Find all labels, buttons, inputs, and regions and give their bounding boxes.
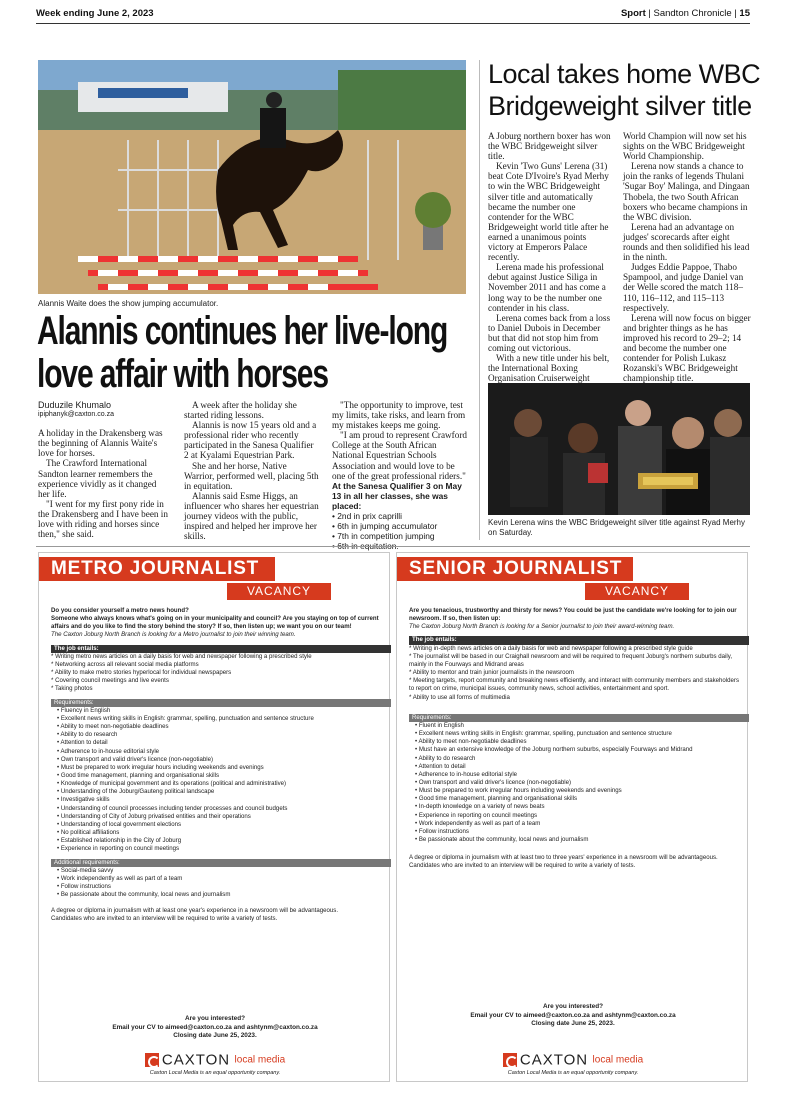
boxing-celebration-photo — [488, 383, 750, 515]
job-item: * Networking across all relevant social media platforms — [51, 660, 199, 668]
section-rule — [36, 546, 750, 547]
req-item: • In-depth knowledge on a variety of news beats — [415, 803, 545, 811]
caxton-logo-name: CAXTON — [519, 1051, 589, 1069]
req-item: • Must be prepared to work irregular hours including weekends and evenings — [415, 787, 622, 795]
add-item: • Follow instructions — [57, 883, 111, 890]
boxing-para: Kevin 'Two Guns' Lerena (31) beat Cote D'Ivoire's Ryad Merhy to win the WBC Bridgeweight silver title and automatically became the number one contender for the WBC Bridgeweight world title after he earned a unanimous points victory at Emperors Palace recently. — [488, 161, 609, 263]
boxing-para: World Champion will now set his sights on the WBC Bridgeweight World Championship. — [623, 131, 747, 162]
senior-closing-date: Closing date June 25, 2023. — [531, 1020, 615, 1027]
boxing-photo-caption: Kevin Lerena wins the WBC Bridgeweight silver title against Ryad Merhy on Saturday. — [488, 518, 746, 537]
metro-req-heading: Requirements: — [51, 699, 391, 707]
senior-closing-text1: A degree or diploma in journalism with at least two to three years' experience in a newsroom will be advantageous. — [409, 854, 718, 862]
metro-journalist-ad — [38, 552, 390, 1082]
metro-closing-text2: Candidates who are invited to an interview will be required to write a variety of tests. — [51, 915, 278, 923]
req-item: • Own transport and valid driver's licence (non-negotiable) — [415, 778, 572, 786]
horse-para: Alannis said Esme Higgs, an influencer who shares her equestrian journey videos with the public, inspired and helped her improve her skills. — [184, 490, 319, 542]
results-heading: At the Sanesa Qualifier 3 on May 13 in all her classes, she was placed: — [332, 480, 462, 511]
req-item: • Fluency in English — [57, 706, 111, 714]
job-item: * Writing metro news articles on a daily basis for web and newspaper following a prescribed style — [51, 652, 312, 660]
boxing-para: Lerena had an advantage on judges' scorecards after eight rounds and then solidified his lead in the ninth. — [623, 221, 750, 263]
metro-intro-text: The Caxton Joburg North Branch is looking for a Metro journalist to join their winning team. — [51, 631, 296, 639]
req-item: • Be passionate about the community, local news and journalism — [415, 836, 589, 844]
horse-para: A holiday in the Drakensberg was the beginning of Alannis Waite's love for horses. — [38, 428, 163, 459]
header-rule — [36, 23, 750, 24]
req-item: • Ability to do research — [57, 731, 118, 739]
horse-para: "I am proud to represent Crawford College at the South African National Equestrian Schools Association and would love to be one of the great professional riders." — [332, 430, 467, 481]
horse-headline-line2: love affair with horses — [37, 352, 328, 396]
req-item: • Excellent news writing skills in English: grammar, spelling, punctuation and sentence structure — [415, 730, 672, 738]
senior-ad-title: SENIOR JOURNALIST — [397, 557, 633, 581]
metro-email: Email your CV to aimeed@caxton.co.za and ashtynm@caxton.co.za — [112, 1023, 318, 1031]
req-item: • Investigative skills — [57, 796, 110, 804]
req-item: • Ability to do research — [415, 754, 476, 762]
req-item: • No political affiliations — [57, 829, 120, 837]
boxing-col-2 — [623, 131, 751, 383]
req-item: • Must have an extensive knowledge of the Joburg northern suburbs, especially Fourways and Midrand — [415, 746, 693, 754]
caxton-logo — [397, 1051, 749, 1076]
caxton-tagline: Caxton Local Media is an equal opportunity company. — [507, 1070, 639, 1076]
add-item: • Social-media savvy — [57, 866, 114, 874]
senior-intro-text: The Caxton Joburg North Branch is looking for a Senior journalist to join their award-winning team. — [409, 623, 675, 631]
add-item: • Be passionate about the community, local news and journalism — [57, 891, 231, 899]
result-item: • 6th in jumping accumulator — [332, 521, 438, 532]
boxing-para: Lerena will now focus on bigger and brighter things as he has improved his record to 29–2; 14 and become the number one contender for Polish Lukasz Rozanski's WBC Bridgeweight championship title. — [623, 312, 751, 384]
horse-jumping-photo — [38, 60, 466, 294]
add-item: • Work independently as well as part of a team — [57, 874, 183, 882]
senior-ad-body — [409, 607, 739, 871]
metro-job-heading: The job entails: — [51, 645, 391, 653]
req-item: • Understanding of the Joburg/Gauteng political landscape — [57, 788, 215, 796]
req-item: • Work independently as well as part of a team — [415, 819, 541, 827]
caxton-tagline: Caxton Local Media is an equal opportunity company. — [149, 1070, 281, 1076]
senior-email: Email your CV to aimeed@caxton.co.za and ashtynm@caxton.co.za — [470, 1011, 676, 1019]
req-item: • Adherence to in-house editorial style — [415, 770, 518, 778]
horse-headline-line1: Alannis continues her live-long — [37, 309, 448, 353]
metro-closing-text1: A degree or diploma in journalism with at least one year's experience in a newsroom will be advantageous. — [51, 907, 339, 915]
metro-ad-body — [51, 607, 381, 924]
metro-interested: Are you interested? — [184, 1015, 245, 1022]
caxton-logo — [39, 1051, 391, 1076]
req-item: • Ability to meet non-negotiable deadlines — [415, 738, 527, 746]
column-divider — [479, 60, 480, 540]
senior-journalist-ad — [396, 552, 748, 1082]
req-item: • Attention to detail — [415, 762, 466, 770]
metro-vacancy-label: VACANCY — [227, 583, 331, 600]
horse-photo-caption: Alannis Waite does the show jumping accumulator. — [38, 299, 219, 308]
horse-col-2 — [184, 400, 319, 541]
result-item: • 2nd in prix caprilli — [332, 511, 402, 522]
caxton-mark-icon — [503, 1053, 517, 1067]
boxing-para: Lerena now stands a chance to join the ranks of legends Thulani 'Sugar Boy' Malinga, and Dingaan Thobela, the two South African boxers who became champions in the WBC division. — [623, 161, 750, 222]
senior-vacancy-label: VACANCY — [585, 583, 689, 600]
horse-para: The Crawford International Sandton learner remembers the experience vividly as it changed her life. — [38, 458, 157, 499]
req-item: • Own transport and valid driver's licence (non-negotiable) — [57, 755, 214, 763]
publication-name: Sandton Chronicle — [653, 8, 732, 19]
req-item: • Experience in reporting on council meetings — [57, 845, 180, 853]
result-item: • 7th in competition jumping — [332, 531, 435, 542]
req-item: • Adherence to in-house editorial style — [57, 747, 160, 755]
boxing-para: With a new title under his belt, the International Boxing Organisation Cruiserweight — [488, 353, 610, 384]
page-header — [36, 8, 750, 22]
req-item: • Follow instructions — [415, 827, 469, 835]
job-item: * Meeting targets, report community and breaking news efficiently, and interact with community members and stakeholders to report on crime, municipal issues, community news, school activities, entertainment and sport. — [409, 677, 740, 693]
section-folio: Sport | Sandton Chronicle | 15 — [620, 8, 750, 19]
byline — [38, 400, 170, 420]
job-item: * Writing in-depth news articles on a daily basis for web and newspaper following a prescribed style guide — [409, 644, 693, 652]
metro-intro-q2: Someone who always knows what's going on in your municipality and council? Are you staying on top of current affairs and do you like to find the story behind the story? If so, then listen up; we want you on our team! — [51, 615, 379, 631]
senior-intro-q: Are you tenacious, trustworthy and thirsty for news? You could be just the candidate we're looking for to join our newsroom. If so, then listen up: — [409, 607, 737, 623]
req-item: • Understanding of local government elections — [57, 820, 182, 828]
caxton-logo-name: CAXTON — [161, 1051, 231, 1069]
metro-ad-footer — [39, 1015, 391, 1041]
boxing-headline-line1: Local takes home WBC — [488, 59, 761, 89]
senior-req-heading: Requirements: — [409, 714, 749, 722]
req-item: • Understanding of council processes including tender processes and council budgets — [57, 804, 288, 812]
metro-intro-q1: Do you consider yourself a metro news hound? — [51, 607, 189, 614]
job-item: * Covering council meetings and live events — [51, 677, 169, 685]
senior-ad-footer — [397, 1003, 749, 1029]
horse-para: "The opportunity to improve, test my limits, take risks, and learn from my mistakes keeps me going. — [332, 400, 466, 431]
byline-name: Duduzile Khumalo — [38, 400, 112, 410]
req-item: • Knowledge of municipal government and its operations (political and administrative) — [57, 780, 287, 788]
boxing-para: Lerena comes back from a loss to Daniel Dubois in December but that did not stop him from coming out victorious. — [488, 312, 611, 353]
req-item: • Ability to meet non-negotiable deadlines — [57, 723, 169, 731]
senior-job-heading: The job entails: — [409, 636, 749, 644]
boxing-para: Lerena made his professional debut against Justice Siliga in November 2011 and has come a long way to be the number one contender in his class. — [488, 262, 606, 313]
boxing-headline-line2: Bridgeweight silver title — [488, 91, 752, 121]
req-item: • Attention to detail — [57, 739, 108, 747]
req-item: • Fluent in English — [415, 721, 464, 729]
metro-ad-title: METRO JOURNALIST — [39, 557, 275, 581]
senior-closing-text2: Candidates who are invited to an interview will be required to write a variety of tests. — [409, 862, 636, 870]
boxing-para: Judges Eddie Pappoe, Thabo Spampool, and judge Daniel van der Welle scored the match 118–110, 116–112, and 115–113 respectively. — [623, 262, 744, 313]
horse-col-1 — [38, 400, 170, 539]
issue-date: Week ending June 2, 2023 — [36, 8, 154, 19]
job-item: * Ability to use all forms of multimedia — [409, 693, 510, 701]
job-item: * Ability to make metro stories hyperlocal for individual newspapers — [51, 669, 232, 677]
req-item: • Experience in reporting on council meetings — [415, 811, 538, 819]
req-item: • Excellent news writing skills in English: grammar, spelling, punctuation and sentence structure — [57, 714, 314, 722]
metro-closing-date: Closing date June 25, 2023. — [173, 1032, 257, 1039]
horse-para: "I went for my first pony ride in the Drakensberg and I have been in love with riding and horses since then," she said. — [38, 498, 168, 540]
boxing-para: A Joburg northern boxer has won the WBC Bridgeweight silver title. — [488, 131, 611, 162]
job-item: * Ability to mentor and train junior journalists in the newsroom — [409, 669, 574, 677]
job-item: * The journalist will be based in our Craighall newsroom and will be required to frequent Joburg's northern suburbs daily, mainly in the Fourways and Midrand areas — [409, 652, 733, 668]
boxing-col-1 — [488, 131, 613, 383]
req-item: • Established relationship in the City of Joburg — [57, 837, 182, 845]
caxton-logo-sub: local media — [592, 1054, 644, 1066]
byline-email: ipiphanyk@caxton.co.za — [38, 411, 114, 419]
section-name: Sport — [620, 8, 646, 19]
req-item: • Must be prepared to work irregular hours including weekends and evenings — [57, 763, 264, 771]
horse-col-3 — [332, 400, 468, 551]
senior-interested: Are you interested? — [542, 1003, 603, 1010]
metro-add-heading: Additional requirements: — [51, 859, 391, 867]
horse-para: A week after the holiday she started riding lessons. — [184, 400, 297, 421]
req-item: • Good time management, planning and organisational skills — [415, 795, 578, 803]
horse-para: She and her horse, Native Warrior, performed well, placing 5th in equitation. — [184, 460, 319, 491]
caxton-logo-sub: local media — [234, 1054, 286, 1066]
req-item: • Good time management, planning and organisational skills — [57, 771, 220, 779]
req-item: • Understanding of City of Joburg privatised entities and their operations — [57, 812, 251, 820]
job-item: * Taking photos — [51, 685, 93, 693]
horse-para: Alannis is now 15 years old and a professional rider who recently participated in the Sanesa Qualifier 2 at Kyalami Equestrian Park. — [184, 420, 317, 461]
caxton-mark-icon — [145, 1053, 159, 1067]
boxing-crowd-illustration — [488, 383, 750, 515]
horse-jumping-illustration — [38, 60, 466, 294]
page-number: 15 — [739, 8, 750, 19]
